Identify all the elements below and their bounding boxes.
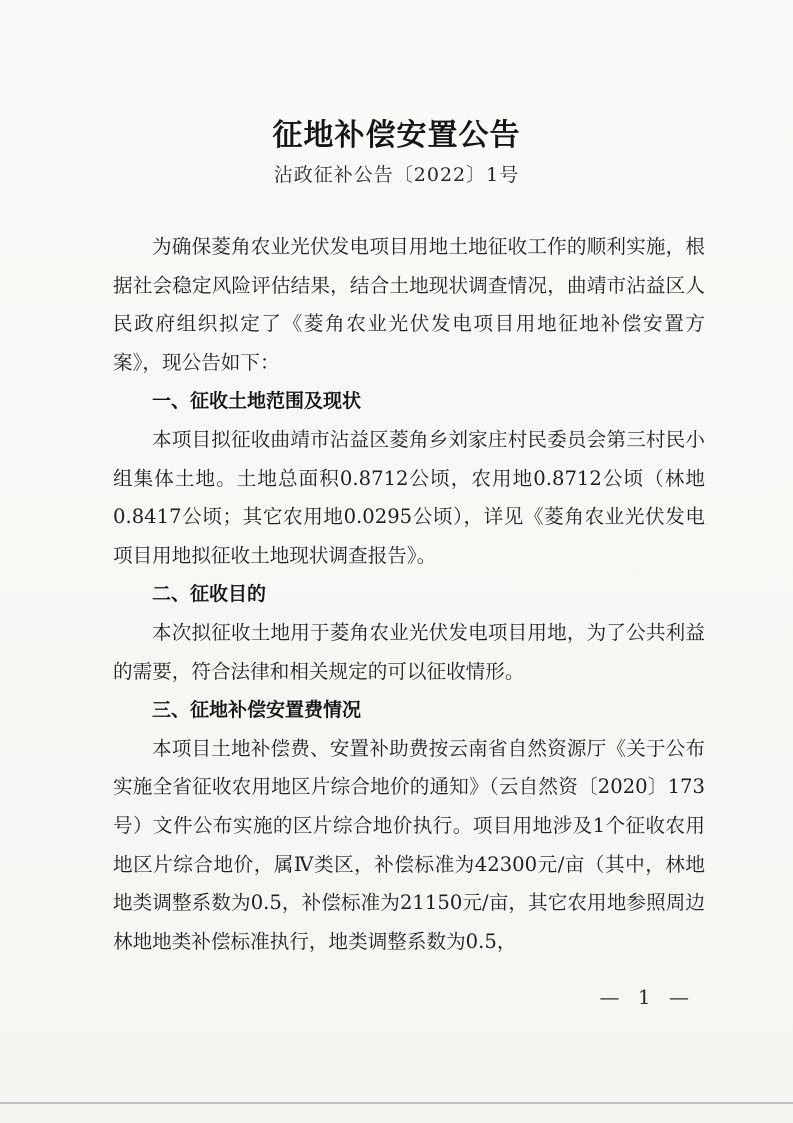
section-heading-2: 二、征收目的 — [152, 583, 267, 606]
intro-paragraph: 为确保菱角农业光伏发电项目用地土地征收工作的顺利实施，根据社会稳定风险评估结果，结合土地现状调查情况，曲靖市沾益区人民政府组织拟定了《菱角农业光伏发电项目用地征地补偿安置方案》，现公告如下： — [113, 235, 705, 374]
section-paragraph-2: 本次拟征收土地用于菱角农业光伏发电项目用地，为了公共利益的需要，符合法律和相关规定的可以征收情形。 — [113, 620, 705, 683]
section-heading-1: 一、征收土地范围及现状 — [152, 390, 362, 413]
section-heading-3: 三、征地补偿安置费情况 — [152, 699, 362, 722]
section-paragraph-3: 本项目土地补偿费、安置补助费按云南省自然资源厅《关于公布实施全省征收农用地区片综合地价的通知》（云自然资〔2020〕173号）文件公布实施的区片综合地价执行。项目用地涉及1个征收农用地区片综合地价，属Ⅳ类区，补偿标准为42300元/亩（其中，林地地类调整系数为0.5，补偿标准为21150元/亩，其它农用地参照周边林地地类补偿标准执行，地类调整系数为0.5， — [113, 736, 705, 953]
section-paragraph-1: 本项目拟征收曲靖市沾益区菱角乡刘家庄村民委员会第三村民小组集体土地。土地总面积0.8712公顷，农用地0.8712公顷（林地0.8417公顷；其它农用地0.0295公顷），详见《菱角农业光伏发电项目用地拟征收土地现状调查报告》。 — [113, 427, 705, 567]
scan-bottom-edge — [0, 1102, 793, 1104]
document-number: 沾政征补公告〔2022〕1号 — [273, 164, 520, 186]
document-body — [113, 228, 705, 961]
page-number: — 1 — — [599, 985, 695, 1009]
document-title: 征地补偿安置公告 — [272, 118, 521, 153]
